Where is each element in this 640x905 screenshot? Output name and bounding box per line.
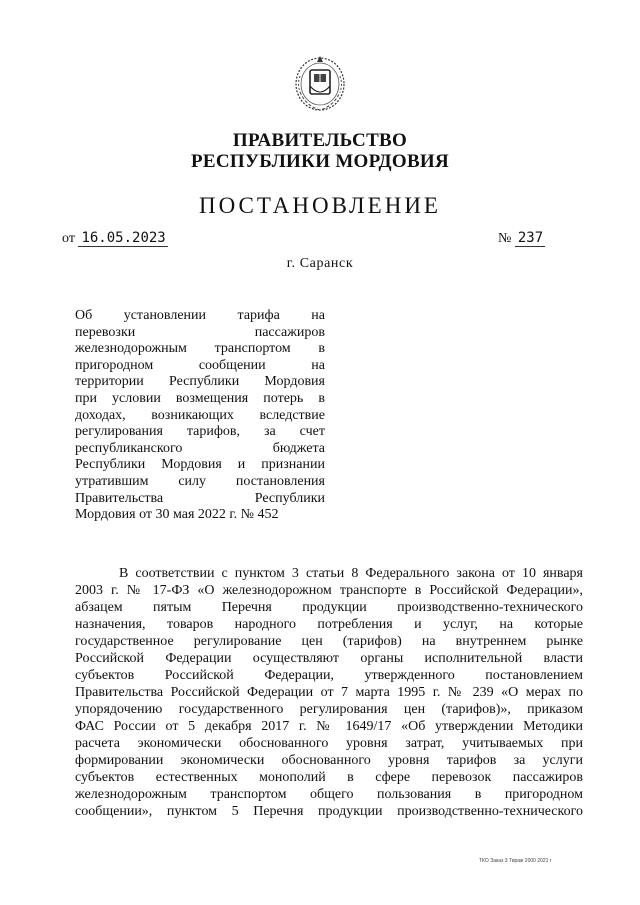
subject-line: регулирования тарифов, за счет [75,424,325,440]
document-number: 237 [515,230,545,247]
subject-line: пригородном сообщении на [75,357,325,373]
subject-line: территории Республики Мордовия [75,374,325,390]
subject-line: Правительства Республики [75,490,325,506]
coat-of-arms-emblem [292,52,348,114]
document-date-block [62,230,168,247]
body-line: расчета экономически обоснованного уровня затрат, учитываемых при [75,736,583,751]
city-name: г. Саранск [286,256,354,271]
body-line: ФАС России от 5 декабря 2017 г. № 1649/17 «Об утверждении Методики [75,719,583,734]
body-line: субъектов Российской Федерации, утвержденного постановлением [75,668,583,683]
body-line: назначения, товаров народного потребления и услуг, на которые [75,617,583,632]
org-name-line2: РЕСПУБЛИКИ МОРДОВИЯ [190,151,450,172]
body-line: железнодорожным транспортом общего пользования в пригородном [75,787,583,802]
subject-line: перевозки пассажиров [75,324,325,340]
body-line: субъектов естественных монополий в сфере перевозок пассажиров [75,770,583,785]
body-line: В соответствии с пунктом 3 статьи 8 Федерального закона от 10 января [119,566,583,581]
date-prefix: от [62,231,75,246]
subject-line: железнодорожным транспортом в [75,341,325,357]
body-line: Российской Федерации осуществляют органы исполнительной власти [75,651,583,666]
subject-line: при условии возмещения потерь в [75,390,325,406]
document-date: 16.05.2023 [78,230,167,247]
subject-line: Об установлении тарифа на [75,308,325,323]
subject-line: республиканского бюджета [75,440,325,456]
subject-line: Мордовия от 30 мая 2022 г. № 452 [75,507,279,523]
body-line: абзацем пятым Перечня продукции производственно-технического [75,600,583,615]
subject-line: Республики Мордовия и признании [75,457,325,473]
org-name-line1: ПРАВИТЕЛЬСТВО [232,130,408,151]
body-line: Правительства Российской Федерации от 7 марта 1995 г. № 239 «О мерах по [75,685,583,700]
subject-line: доходах, возникающих вследствие [75,407,325,423]
number-prefix: № [498,231,512,246]
body-line: государственное регулирование цен (тарифов) на внутреннем рынке [75,634,583,649]
body-line: сообщении», пунктом 5 Перечня продукции производственно-технического [75,804,583,819]
subject-line: утратившим силу постановления [75,473,325,489]
body-line: упорядочению государственного регулирования цен (тарифов)», приказом [75,702,583,717]
subject-heading [75,308,325,524]
body-line: формировании экономически обоснованного уровня тарифов за услуги [75,753,583,768]
document-type-title: ПОСТАНОВЛЕНИЕ [199,193,441,218]
body-paragraph [75,565,583,820]
print-code-footer: ТКО Заказ 3 Тираж 2000 2021 г [479,858,552,864]
body-line: 2003 г. № 17-ФЗ «О железнодорожном транспорте в Российской Федерации», [75,583,583,598]
document-number-block [498,230,545,247]
